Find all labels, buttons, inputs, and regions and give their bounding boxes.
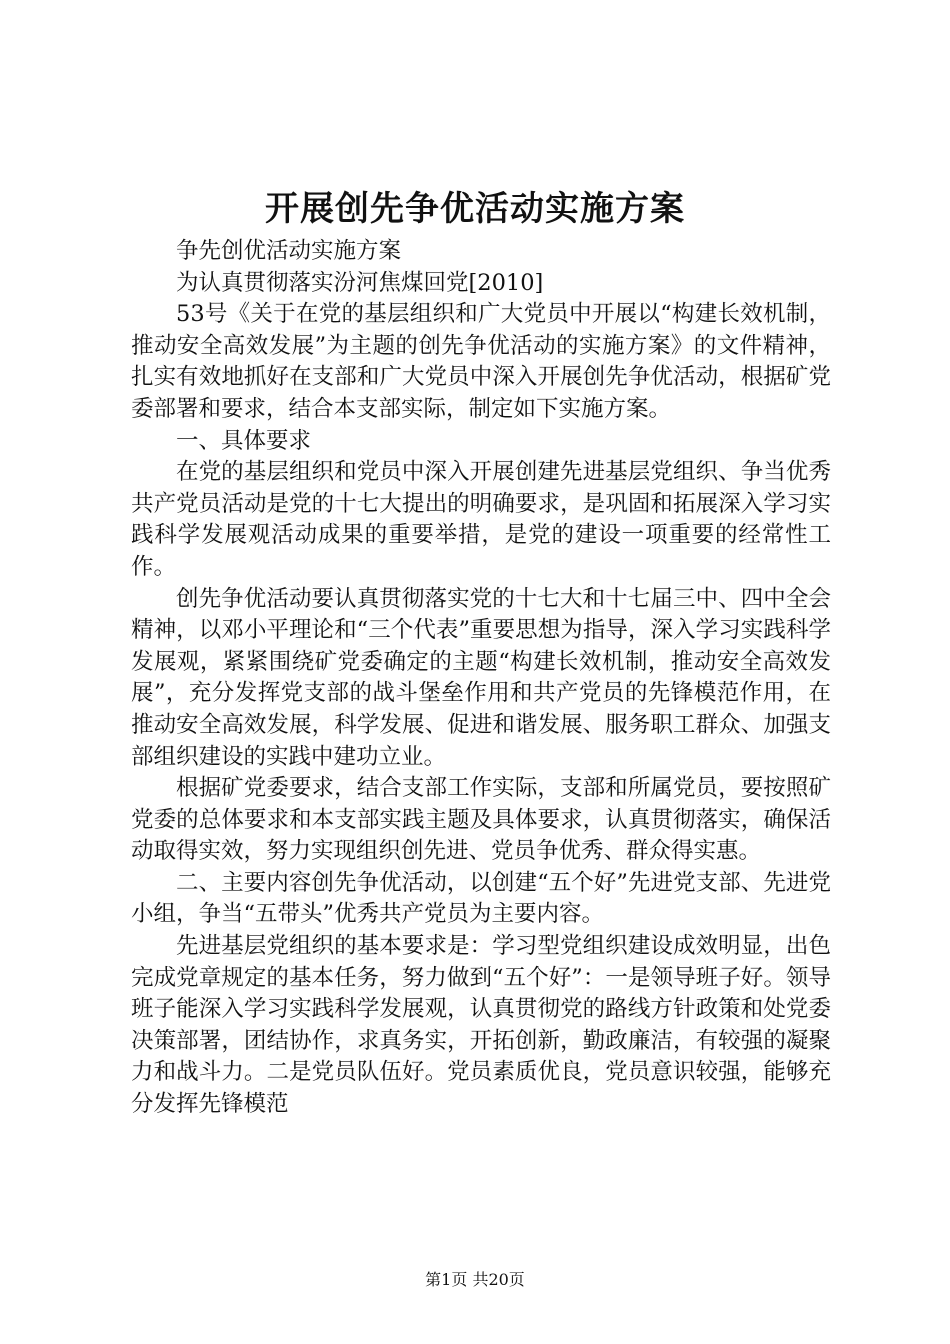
paragraph: 二、主要内容创先争优活动，以创建“五个好”先进党支部、先进党小组，争当“五带头”优秀共产党员为主要内容。 <box>131 869 831 928</box>
paragraph: 为认真贯彻落实汾河焦煤回党[2010] <box>176 269 544 296</box>
document-body <box>131 236 831 1121</box>
document-title: 开展创先争优活动实施方案 <box>265 189 685 229</box>
paragraph: 在党的基层组织和党员中深入开展创建先进基层党组织、争当优秀共产党员活动是党的十七大提出的明确要求，是巩固和拓展深入学习实践科学发展观活动成果的重要举措，是党的建设一项重要的经常性工作。 <box>131 459 831 580</box>
paragraph: 争先创优活动实施方案 <box>176 238 402 264</box>
section-heading: 一、具体要求 <box>176 427 312 454</box>
paragraph: 创先争优活动要认真贯彻落实党的十七大和十七届三中、四中全会精神，以邓小平理论和“三个代表”重要思想为指导，深入学习实践科学发展观，紧紧围绕矿党委确定的主题“构建长效机制，推动安全高效发展”，充分发挥党支部的战斗堡垒作用和共产党员的先锋模范作用，在推动安全高效发展，科学发展、促进和谐发展、服务职工群众、加强支部组织建设的实践中建功立业。 <box>131 585 831 770</box>
paragraph: 先进基层党组织的基本要求是：学习型党组织建设成效明显，出色完成党章规定的基本任务，努力做到“五个好”：一是领导班子好。领导班子能深入学习实践科学发展观，认真贯彻党的路线方针政策和处党委决策部署，团结协作，求真务实，开拓创新，勤政廉洁，有较强的凝聚力和战斗力。二是党员队伍好。党员素质优良，党员意识较强，能够充分发挥先锋模范 <box>131 933 831 1118</box>
paragraph: 根据矿党委要求，结合支部工作实际，支部和所属党员，要按照矿党委的总体要求和本支部实践主题及具体要求，认真贯彻落实，确保活动取得实效，努力实现组织创先进、党员争优秀、群众得实惠。 <box>131 775 831 865</box>
page-number-footer: 第1页 共20页 <box>425 1270 525 1289</box>
paragraph: 53号《关于在党的基层组织和广大党员中开展以“构建长效机制，推动安全高效发展”为主题的创先争优活动的实施方案》的文件精神，扎实有效地抓好在支部和广大党员中深入开展创先争优活动，根据矿党委部署和要求，结合本支部实际，制定如下实施方案。 <box>131 301 831 422</box>
